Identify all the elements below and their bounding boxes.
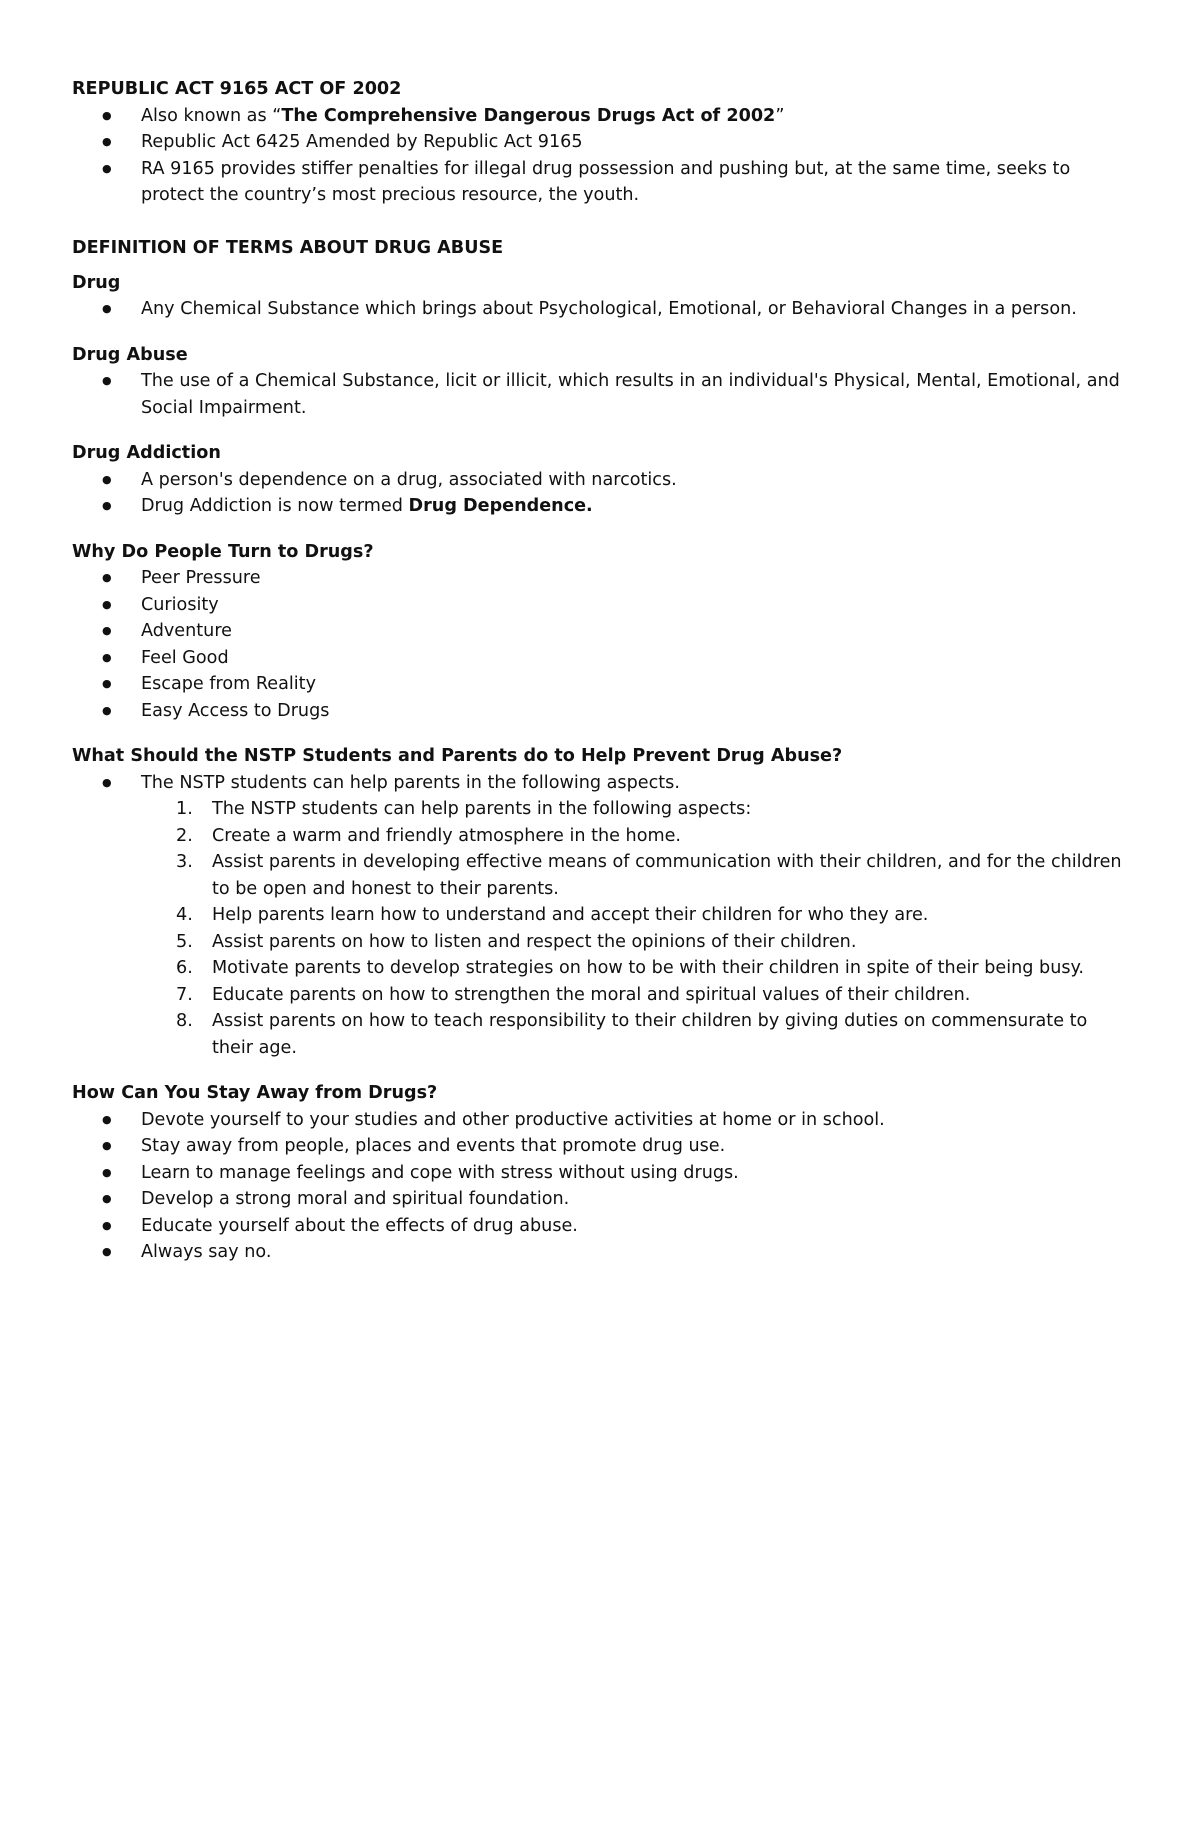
item-number: 6. <box>176 958 193 978</box>
stay-away-heading: How Can You Stay Away from Drugs? <box>72 1083 438 1103</box>
term-drug-abuse: Drug Abuse <box>72 344 188 365</box>
list-item: ● Adventure <box>72 618 1130 645</box>
item-text: Also known as “ <box>141 105 282 126</box>
stay-away-section <box>72 1080 1130 1266</box>
term-emphasis: Drug Dependence. <box>408 496 593 516</box>
numbered-item <box>72 982 1130 1009</box>
list-item: ● A person's dependence on a drug, associated with narcotics. <box>72 467 1130 494</box>
republic-act-section <box>72 76 1130 209</box>
list-item: ● Educate yourself about the effects of drug abuse. <box>72 1213 1130 1240</box>
item-text: Motivate parents to develop strategies on how to be with their children in spite of their being busy. <box>212 958 1085 978</box>
term-drug-addiction: Drug Addiction <box>72 443 221 463</box>
list-item: ● Feel Good <box>72 645 1130 672</box>
list-item: ● Easy Access to Drugs <box>72 698 1130 725</box>
why-drugs-section <box>72 539 1130 725</box>
list-item: ● The use of a Chemical Substance, licit or illicit, which results in an individual's Physical, Mental, Emotional, and Social Impairment. <box>72 368 1130 421</box>
act-title: The Comprehensive Dangerous Drugs Act of 2002 <box>281 105 776 126</box>
list-item: ● Stay away from people, places and events that promote drug use. <box>72 1133 1130 1160</box>
numbered-item <box>72 796 1130 823</box>
item-number: 7. <box>176 984 193 1005</box>
numbered-item <box>72 849 1130 902</box>
list-item: ● Develop a strong moral and spiritual foundation. <box>72 1186 1130 1213</box>
item-text: Create a warm and friendly atmosphere in the home. <box>212 825 682 846</box>
item-text: Assist parents in developing effective means of communication with their children, and for the children to be open and honest to their parents. <box>212 852 1122 899</box>
nstp-heading: What Should the NSTP Students and Parents do to Help Prevent Drug Abuse? <box>72 746 843 766</box>
stay-away-list <box>72 1107 1130 1266</box>
term-drug: Drug <box>72 272 121 293</box>
list-item: ● Peer Pressure <box>72 565 1130 592</box>
item-text: Help parents learn how to understand and accept their children for who they are. <box>212 905 929 925</box>
republic-act-heading: REPUBLIC ACT 9165 ACT OF 2002 <box>72 79 402 99</box>
drug-list <box>72 296 1130 323</box>
list-item: ● Republic Act 6425 Amended by Republic Act 9165 <box>72 129 1130 156</box>
drug-addiction-list <box>72 467 1130 520</box>
list-item <box>72 103 1130 130</box>
republic-act-list <box>72 103 1130 209</box>
list-item: ● Learn to manage feelings and cope with stress without using drugs. <box>72 1160 1130 1187</box>
list-item: ● Escape from Reality <box>72 671 1130 698</box>
item-number: 3. <box>176 852 193 872</box>
nstp-section <box>72 743 1130 1061</box>
list-item: ● Curiosity <box>72 592 1130 619</box>
item-text: ” <box>775 105 785 126</box>
list-item: ● Any Chemical Substance which brings about Psychological, Emotional, or Behavioral Changes in a person. <box>72 296 1130 323</box>
list-item: ● Always say no. <box>72 1239 1130 1266</box>
item-text: Drug Addiction is now termed <box>141 496 409 516</box>
why-drugs-list <box>72 565 1130 724</box>
item-text: Educate parents on how to strengthen the moral and spiritual values of their children. <box>212 984 971 1005</box>
list-item: ● Devote yourself to your studies and other productive activities at home or in school. <box>72 1107 1130 1134</box>
item-number: 1. <box>176 799 193 819</box>
item-text: Assist parents on how to listen and respect the opinions of their children. <box>212 931 857 952</box>
definitions-heading: DEFINITION OF TERMS ABOUT DRUG ABUSE <box>72 238 504 258</box>
numbered-item <box>72 902 1130 929</box>
nstp-intro-list <box>72 770 1130 797</box>
nstp-steps-list <box>72 796 1130 1061</box>
item-number: 2. <box>176 825 193 846</box>
item-number: 8. <box>176 1011 193 1031</box>
item-text: Assist parents on how to teach responsibility to their children by giving duties on commensurate to their age. <box>212 1011 1088 1058</box>
definitions-section <box>72 235 1130 520</box>
numbered-item <box>72 929 1130 956</box>
numbered-item <box>72 955 1130 982</box>
list-item <box>72 493 1130 520</box>
item-text: The NSTP students can help parents in the following aspects: <box>212 799 752 819</box>
why-drugs-heading: Why Do People Turn to Drugs? <box>72 541 374 562</box>
item-number: 4. <box>176 905 193 925</box>
numbered-item <box>72 1008 1130 1061</box>
drug-abuse-list <box>72 368 1130 421</box>
list-item: ● RA 9165 provides stiffer penalties for illegal drug possession and pushing but, at the same time, seeks to protect the country’s most precious resource, the youth. <box>72 156 1130 209</box>
numbered-item <box>72 823 1130 850</box>
list-item: ● The NSTP students can help parents in the following aspects. <box>72 770 1130 797</box>
item-number: 5. <box>176 931 193 952</box>
